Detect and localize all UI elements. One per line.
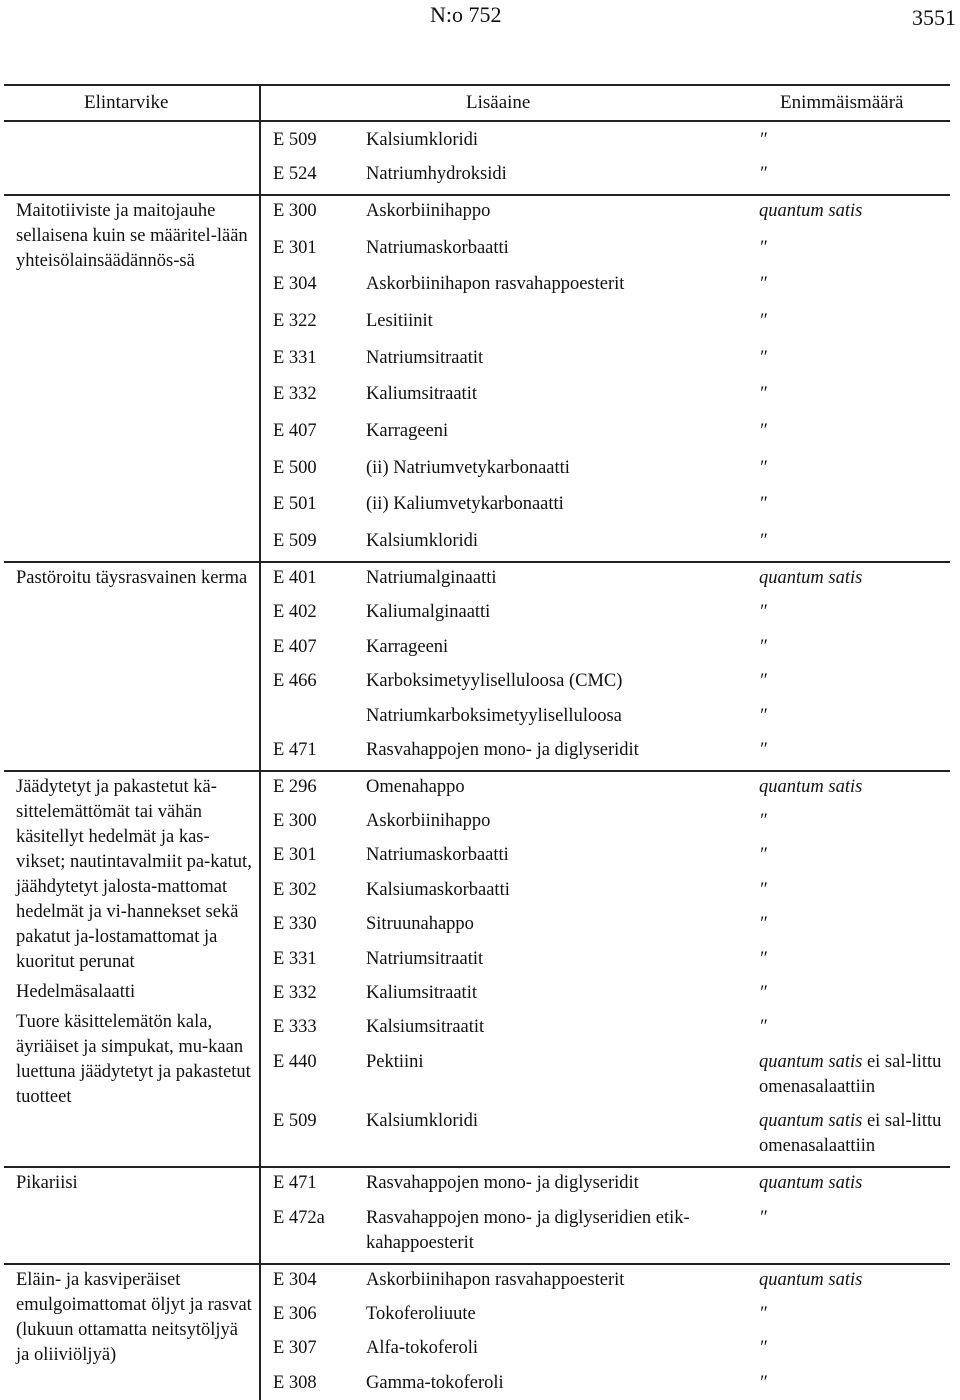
additive-name: Kalsiumkloridi [366,531,479,551]
max-amount [759,1050,949,1100]
e-code: E 301 [273,845,317,865]
max-amount-value: quantum satis [759,1270,863,1290]
max-amount: ″ [759,348,767,368]
additive-name: Kalsiumaskorbaatti [366,880,510,900]
max-amount: ″ [759,1338,767,1358]
page-number: 3551 [912,5,956,30]
e-code: E 407 [273,637,317,657]
e-code: E 333 [273,1017,317,1037]
e-code: E 500 [273,458,317,478]
e-code: E 509 [273,130,317,150]
max-amount-value: quantum satis [759,1173,863,1193]
e-code: E 308 [273,1373,317,1393]
e-code: E 509 [273,531,317,551]
max-amount: ″ [759,130,767,150]
additive-name: Askorbiinihapon rasvahappoesterit [366,274,625,294]
max-amount-value: quantum satis [759,777,863,797]
additive-name: Kaliumalginaatti [366,602,491,622]
additive-name: Kalsiumsitraatit [366,1017,485,1037]
e-code: E 471 [273,1173,317,1193]
e-code: E 466 [273,671,317,691]
food-category-text: Jäädytetyt ja pakastetut kä-sittelemättömät tai vähän käsitellyt hedelmät ja kas-vikset; nautintavalmiit pa-katut, jäähdytetyt jalosta-mattomat hedelmät ja vi-hannekset sekä pakatut ja-lostamattomat ja kuoritut perunat [16,777,252,972]
e-code: E 331 [273,348,317,368]
e-code: E 300 [273,201,317,221]
additive-name: Sitruunahappo [366,914,474,934]
group-separator [4,1166,950,1168]
max-amount: ″ [759,671,767,691]
additive-name: Karrageeni [366,637,449,657]
max-amount [759,566,949,591]
column-header-food: Elintarvike [84,92,169,113]
max-amount: ″ [759,421,767,441]
e-code: E 306 [273,1304,317,1324]
max-amount: ″ [759,949,767,969]
max-amount: ″ [759,458,767,478]
max-amount: ″ [759,494,767,514]
additive-name: Tokoferoliuute [366,1304,476,1324]
max-amount: ″ [759,311,767,331]
e-code: E 300 [273,811,317,831]
additive-name: Alfa-tokoferoli [366,1338,478,1358]
food-category-text: Pastöroitu täysrasvainen kerma [16,568,248,588]
e-code: E 304 [273,274,317,294]
food-category [16,199,252,274]
max-amount: ″ [759,880,767,900]
additive-name: Kalsiumkloridi [366,1111,479,1131]
food-category-text: Tuore käsittelemätön kala, äyriäiset ja simpukat, mu-kaan luettuna jäädytetyt ja pakastetut tuotteet [16,1012,251,1107]
e-code: E 501 [273,494,317,514]
additive-name: Karboksimetyyliselluloosa (CMC) [366,671,623,691]
additive-name: Kalsiumkloridi [366,130,479,150]
e-code: E 401 [273,568,317,588]
max-amount: ″ [759,1373,767,1393]
max-amount: ″ [759,845,767,865]
additive-name: Natriumsitraatit [366,949,484,969]
food-category-text: Pikariisi [16,1173,78,1193]
e-code: E 304 [273,1270,317,1290]
regulation-number: N:o 752 [430,2,502,27]
e-code: E 332 [273,384,317,404]
additive-name: Kaliumsitraatit [366,983,477,1003]
column-divider [259,84,261,1400]
max-amount-value: quantum satis [759,1052,863,1072]
e-code: E 332 [273,983,317,1003]
max-amount: ″ [759,637,767,657]
group-separator [4,561,950,563]
food-category [16,775,252,1110]
e-code: E 407 [273,421,317,441]
food-category [16,1171,252,1196]
max-amount-value: quantum satis [759,568,863,588]
e-code: E 471 [273,740,317,760]
food-category [16,1268,252,1368]
max-amount: ″ [759,1017,767,1037]
e-code: E 322 [273,311,317,331]
e-code: E 302 [273,880,317,900]
additive-name: Natriumkarboksimetyyliselluloosa [366,706,622,726]
max-amount: ″ [759,706,767,726]
additive-name: Pektiini [366,1052,424,1072]
additive-name: Askorbiinihappo [366,201,491,221]
additive-name: Natriumalginaatti [366,568,497,588]
additive-name: Rasvahappojen mono- ja diglyseridit [366,1173,639,1193]
e-code: E 301 [273,238,317,258]
max-amount: ″ [759,384,767,404]
additive-name: (ii) Kaliumvetykarbonaatti [366,494,564,514]
column-header-max: Enimmäismäärä [780,92,904,113]
e-code: E 509 [273,1111,317,1131]
additive-name: Karrageeni [366,421,449,441]
max-amount: ″ [759,740,767,760]
group-separator [4,770,950,772]
e-code: E 524 [273,164,317,184]
max-amount: ″ [759,811,767,831]
max-amount: ″ [759,238,767,258]
max-amount: ″ [759,274,767,294]
e-code: E 331 [273,949,317,969]
additive-name: (ii) Natriumvetykarbonaatti [366,458,570,478]
e-code: E 472a [273,1208,325,1228]
e-code: E 307 [273,1338,317,1358]
e-code: E 330 [273,914,317,934]
food-category [16,566,252,591]
max-amount [759,1268,949,1293]
food-category-text: Eläin- ja kasviperäiset emulgoimattomat öljyt ja rasvat (lukuun ottamatta neitsytöljyä ja oliiviöljyä) [16,1270,252,1365]
max-amount [759,199,949,224]
max-amount [759,775,949,800]
additive-name: Natriumaskorbaatti [366,238,509,258]
max-amount: ″ [759,602,767,622]
max-amount-value: quantum satis [759,1111,863,1131]
food-category-text: Maitotiiviste ja maitojauhe sellaisena kuin se määritel-lään yhteisölainsäädännös-sä [16,201,248,271]
column-header-additive: Lisäaine [466,92,531,113]
additive-name: Omenahappo [366,777,465,797]
group-separator [4,1263,950,1265]
additive-name: Askorbiinihappo [366,811,491,831]
max-amount: ″ [759,1208,767,1228]
e-code: E 440 [273,1052,317,1072]
additive-name: Natriumsitraatit [366,348,484,368]
additive-name: Rasvahappojen mono- ja diglyseridien etik-kahappoesterit [366,1208,690,1253]
e-code: E 296 [273,777,317,797]
group-separator [4,194,950,196]
additive-name: Askorbiinihapon rasvahappoesterit [366,1270,625,1290]
max-amount-note: ei sal-littu omenasalaattiin [759,1052,942,1097]
max-amount: ″ [759,1304,767,1324]
food-category-text: Hedelmäsalaatti [16,982,136,1002]
additive-name: Natriumhydroksidi [366,164,507,184]
max-amount: ″ [759,164,767,184]
table-top-rule [4,84,950,86]
max-amount-value: quantum satis [759,201,863,221]
e-code: E 402 [273,602,317,622]
additive-name: Gamma-tokoferoli [366,1373,504,1393]
additive-name: Lesitiinit [366,311,433,331]
max-amount: ″ [759,983,767,1003]
max-amount: ″ [759,914,767,934]
max-amount: ″ [759,531,767,551]
additive-name: Rasvahappojen mono- ja diglyseridit [366,740,639,760]
max-amount [759,1171,949,1196]
max-amount [759,1109,949,1159]
table-header-rule [4,120,950,122]
max-amount-note: ei sal-littu omenasalaattiin [759,1111,942,1156]
additive-name: Natriumaskorbaatti [366,845,509,865]
additive-name: Kaliumsitraatit [366,384,477,404]
